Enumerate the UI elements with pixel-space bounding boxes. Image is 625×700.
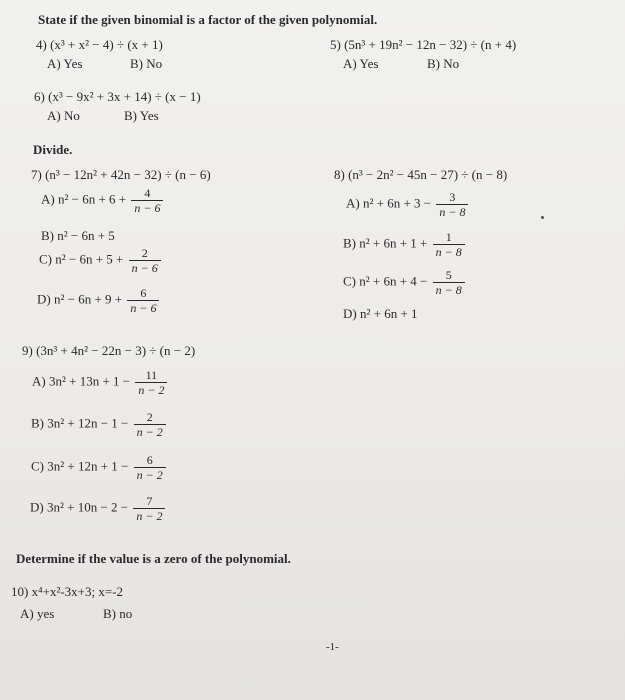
- q8-b-numerator: 1: [445, 230, 452, 244]
- q9-a-numerator: 11: [145, 368, 158, 382]
- q7-option-b: B) n² − 6n + 5: [41, 228, 115, 243]
- q7-c-denominator: n − 6: [129, 260, 161, 275]
- q9-c-fraction: [134, 453, 166, 482]
- q8-a-fraction: [436, 190, 468, 219]
- q5-option-b: B) No: [427, 56, 460, 71]
- q9-c-numerator: 6: [146, 453, 153, 467]
- q9-b-numerator: 2: [146, 410, 153, 424]
- q8-option-a: [346, 190, 468, 219]
- q9-b-expression: B) 3n² + 12n − 1 −: [31, 415, 129, 431]
- question-4: 4) (x³ + x² − 4) ÷ (x + 1): [36, 37, 163, 52]
- q9-a-fraction: [135, 368, 167, 397]
- stray-dot: [541, 216, 544, 219]
- q7-d-numerator: 6: [140, 286, 147, 300]
- page-number: -1-: [326, 641, 339, 653]
- section3-heading: Determine if the value is a zero of the polynomial.: [16, 551, 291, 566]
- q7-a-numerator: 4: [144, 186, 151, 200]
- q9-d-denominator: n − 2: [133, 508, 165, 523]
- section2-heading: Divide.: [33, 142, 73, 157]
- q7-c-fraction: [129, 246, 161, 275]
- q8-c-fraction: [433, 268, 465, 297]
- q8-c-numerator: 5: [445, 268, 452, 282]
- q8-option-b: [343, 230, 465, 259]
- q9-option-a: [32, 368, 167, 397]
- q8-b-fraction: [433, 230, 465, 259]
- question-8: 8) (n³ − 2n² − 45n − 27) ÷ (n − 8): [334, 167, 508, 182]
- q9-a-denominator: n − 2: [135, 382, 167, 397]
- q9-c-denominator: n − 2: [134, 467, 166, 482]
- q8-b-expression: B) n² + 6n + 1 +: [343, 235, 428, 251]
- q9-c-expression: C) 3n² + 12n + 1 −: [31, 458, 129, 474]
- q6-option-a: A) No: [47, 108, 80, 123]
- q8-option-d: D) n² + 6n + 1: [343, 306, 418, 321]
- q9-b-denominator: n − 2: [134, 424, 166, 439]
- q7-c-numerator: 2: [141, 246, 148, 260]
- q7-a-fraction: [131, 186, 163, 215]
- q7-d-fraction: [127, 286, 159, 315]
- q9-d-fraction: [133, 494, 165, 523]
- q8-a-numerator: 3: [449, 190, 456, 204]
- q9-b-fraction: [134, 410, 166, 439]
- q10-option-b: B) no: [103, 606, 133, 621]
- q8-option-c: [343, 268, 465, 297]
- q9-option-b: [31, 410, 166, 439]
- q9-a-expression: A) 3n² + 13n + 1 −: [32, 373, 131, 389]
- question-9: 9) (3n³ + 4n² − 22n − 3) ÷ (n − 2): [22, 343, 196, 358]
- q9-d-numerator: 7: [146, 494, 153, 508]
- q9-option-c: [31, 453, 166, 482]
- q7-option-c: [39, 246, 161, 275]
- q8-c-denominator: n − 8: [433, 282, 465, 297]
- q7-d-denominator: n − 6: [127, 300, 159, 315]
- q7-a-denominator: n − 6: [131, 200, 163, 215]
- q8-a-expression: A) n² + 6n + 3 −: [346, 195, 432, 211]
- question-6: 6) (x³ − 9x² + 3x + 14) ÷ (x − 1): [34, 89, 201, 104]
- section1-heading: State if the given binomial is a factor of the given polynomial.: [38, 12, 378, 27]
- q4-option-a: A) Yes: [47, 56, 83, 71]
- q8-a-denominator: n − 8: [436, 204, 468, 219]
- q7-c-expression: C) n² − 6n + 5 +: [39, 251, 124, 267]
- q4-option-b: B) No: [130, 56, 163, 71]
- q9-option-d: [30, 494, 165, 523]
- q10-option-a: A) yes: [20, 606, 55, 621]
- q9-d-expression: D) 3n² + 10n − 2 −: [30, 499, 129, 515]
- q8-c-expression: C) n² + 6n + 4 −: [343, 273, 428, 289]
- q7-a-expression: A) n² − 6n + 6 +: [41, 191, 127, 207]
- q7-d-expression: D) n² − 6n + 9 +: [37, 291, 123, 307]
- question-10: 10) x⁴+x²-3x+3; x=-2: [11, 584, 124, 599]
- q6-option-b: B) Yes: [124, 108, 159, 123]
- question-7: 7) (n³ − 12n² + 42n − 32) ÷ (n − 6): [31, 167, 211, 182]
- q8-b-denominator: n − 8: [433, 244, 465, 259]
- q7-option-a: [41, 186, 163, 215]
- q7-option-d: [37, 286, 159, 315]
- q5-option-a: A) Yes: [343, 56, 379, 71]
- question-5: 5) (5n³ + 19n² − 12n − 32) ÷ (n + 4): [330, 37, 517, 52]
